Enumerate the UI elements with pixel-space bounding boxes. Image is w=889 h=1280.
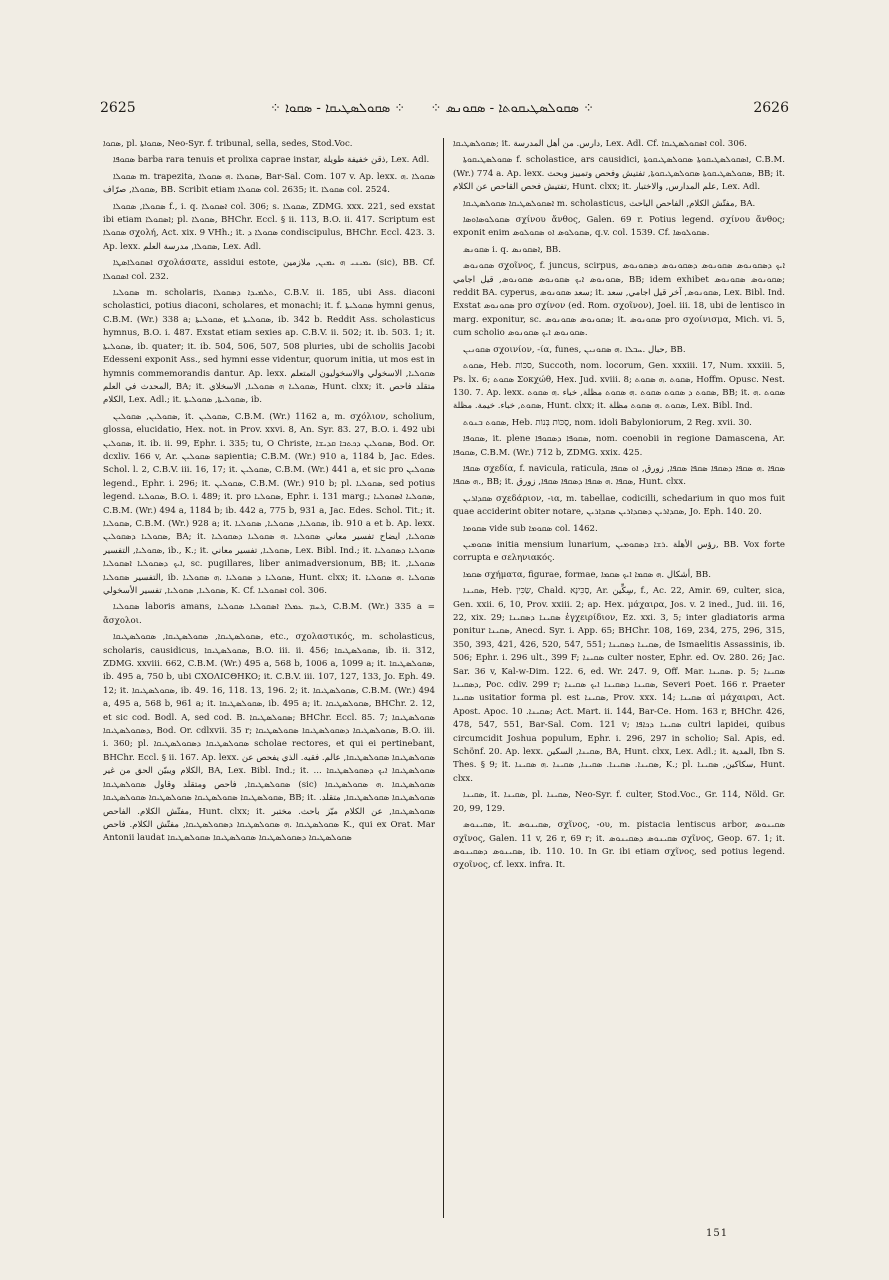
page-header bbox=[100, 100, 789, 122]
dictionary-entry: ܣܩܝܢܐ, it. ܣܩܝܢܐ, pl. ܣܩܝܢܐ, Neo-Syr. f. culter, Stod.Voc., Gr. 114, Nöld. Gr. 20, 99, 129. bbox=[453, 790, 785, 814]
dictionary-entry: ܣܩܘܢܝܢ σχοινίον, -ία, funes, حبال .ܚܒܠܐ .ܗ ܣܩܘܢܝܢ, BB. bbox=[463, 344, 686, 355]
right-running-title: ⁘ ܣܩܘܠܣܛܝܩܘܬܐ ‐ ܣܩܘܢܣ ⁘ bbox=[430, 101, 594, 116]
dictionary-entry: ܣܩܘܐ, pl. ܣܩܘܐܬܐ, Neo-Syr. f. tribunal, sella, sedes, Stod.Voc. bbox=[103, 139, 353, 149]
dictionary-entry: ܣܩܘܠܝܢ, ܣܩܘܠܝܢ, it. ܣܩܘܠܝܢ, C.B.M. (Wr.) 1162 a, m. σχόλιον, scholium, glossa, elucidatio, Hex. not. in Prov. xxvi. 8, An. Syr. 83. 27, B.O. i. 492 ubi ܣܩܘܠܝܢ, it. ib. ii. 99, Ephr. i. 335; tu, O Christe, ܣܩܘܠܝܢ ܕܟܬܒܐ ܩܕܝܫܐ, Bod. Or. dcxliv. 166 v, Ar. ܣܩܘܠܝܢ sapientia; C.B.M. (Wr.) 910 a, 1184 b, Jac. Edes. Schol. l. 2, C.B.V. iii. 16, 17; it. ܣܩܘܠܝܢ, C.B.M. (Wr.) 441 a, et sic pro ܣܩܘܠܝܢ legend., Ephr. i. 296; it. ܣܩܘܠܝܢ, C.B.M. (Wr.) 910 b; pl. ܣܩܘܠܝܐ, sed potius legend. ܣܩܘܠܝܐ, B.O. i. 489; it. pro ܣܩܘܠܝܐ, Ephr. i. 131 marg.; ܣܩܘܠܝܐ ܐܣܩܘܠܝܐ, C.B.M. (Wr.) 494 a, 1184 b; ib. 442 a, 775 b, 931 a, Jac. Edes. Schol. Tit.; it. ܣܩܘܠܝܐ, C.B.M. (Wr.) 928 a; it. ܣܩܘܠܝܐ, ܣܩܘܠܝܐ, ܣܩܘܠܝܐ, ib. 910 a et b. Ap. lexx. ܣܩܘܠܝܐ ܕܣܩܘܠܝܢ, BA; it. ܣܩܘܠܝܐ, ايضاح تفسير معاني ܣܩܘܠܝܐ .ܗ ܣܩܘܠܝܐ ܕܣܩܘܠܝܐ ܣܩܘܠܝܐ, التفسير, ib., K.; it. ܣܩܘܠܝܐ, تفسير معاني, Lex. Bibl. Ind.; it. ܣܩܘܠܝܐ ܕܣܩܘܠܝܐ ܐܝܟ ܕܣܩܘܠܝܐ ܐܣܩܘܠܝܐ, sc. pugillares, liber animadversionum, BB; it. ܣܩܘܠܝܐ, التفسير ܣܩܘܠܝܐ, ib. ܣܩܘܠܝܐ ܕ ܣܩܘܠܝܐ .ܗ ܣܩܘܠܝܐ, Hunt. clxx; it. ܣܩܘܠܝܐ .ܗ ܣܩܘܠܝܐ ܣܩܘܠܝܐ, ܣܩܘܠܝܐ, تفسير الأسخولي, K. Cf. ܐܣܩܘܠܝܐ col. 306. bbox=[103, 411, 435, 596]
dictionary-entry: ܣܩܝܢܘܣ, it. ܣܩܝܢܘܣ, σχῖνος, -ου, m. pistacia lentiscus arbor, ܣܩܝܢܘܣ σχῖνος, Galen. 11 v, 26 r, 69 r; it. ܣܩܝܢܘܣ ܕܣܩܝܢܘܣ σχῖνος, Geop. 67. 1; it. ܣܩܝܢܘܣ ܕܣܩܝܢܘܣ, ib. 110. 10. In Gr. ibi etiam σχῖνος, sed potius legend. σχοῖνος, cf. lexx. infra. It. bbox=[453, 820, 785, 871]
dictionary-entry: ܣܩܘܠܐ m. trapezita, ܣܩܘܠܐ .ܗ ܣܩܘܠܐ, Bar-Sal. Com. 107 v. Ap. lexx. ܣܩܘܠܐ .ܗ ܣܩܘܠܐ, صرّاف, BB. Scribit etiam ܣܩܘܠܐ col. 2635; it. ܣܩܘܠܐ col. 2524. bbox=[103, 171, 435, 196]
right-column bbox=[453, 138, 785, 1228]
dictionary-entry: ܐܣܩܘܠܣܛܝܩܐ ܣܩܘܠܣܛܝܩܐ m. scholasticus, مفتّش الكلام, الفاحص الباحث, BA. bbox=[463, 198, 756, 209]
left-page-number: 2625 bbox=[100, 100, 136, 116]
dictionary-entry: ܣܩܡܐ σχήματα, figurae, formae, أشكال .ܗ ܣܩܡܐ ܐܝܟ ܣܩܡܐ, BB. bbox=[463, 569, 711, 580]
dictionary-entry: ܣܩܘܠܣܛܝܩܘܬܐ f. scholastice, ars causidici, ܐܣܩܘܠܣܛܝܩܘܬܐ ܣܩܘܠܣܛܝܩܘܬܐ, C.B.M. (Wr.) 774 a. Ap. lexx. ܣܩܘܠܣܛܝܩܘܬܐ ܣܩܘܠܣܛܝܩܘܬܐ, تفتيش وفحص وتمييز وبحث, BB; it. تفتيش فحص القاحص عن الكلام, Hunt. clxx; it. علم المدارس, والاختبار, Lex. Adl. bbox=[453, 155, 785, 193]
dictionary-entry: ܣܩܘܢܘܣ σχοῖνος, f. juncus, scirpus, ܐܝܟ ܕܣܩܘܢܘܣ ܣܩܘܢܘܣ ܕܣܩܘܢܘܣ ܕܣܩܘܢܘܣ ܣܩܘܢܘܣ ܐܝܟ ܣܩܘܢܘܣ ܣܩܘܢܘܣ, قيل اجامي, BB; idem exhibet ܣܩܘܢܘܣ ܣܩܘܢܘܣ; reddit BA. cyperus, سعد ܣܩܘܢܘܣ; it. ܣܩܘܢܘܣ, آخر قيل اجامي, سعد, Lex. Bibl. Ind. Exstat ܣܩܘܢܘܣ pro σχίνον (ed. Rom. σχοῖνον), Joel. iii. 18, ubi de lentisco in marg. exponitur, sc. ܣܩܘܢܘܣ ܣܩܘܢܘܣ; it. ܣܩܘܢܘܣ pro σχοίνισμα, Mich. vi. 5, cum scholio ܣܩܘܢܘܣ ܐܝܟ ܣܩܘܢܘܣ. bbox=[453, 261, 785, 339]
right-page-number: 2626 bbox=[753, 100, 789, 116]
dictionary-entry: ܣܩܘܡܐ vide sub ܣܩܘܡܐ col. 1462. bbox=[463, 523, 598, 534]
left-column bbox=[103, 138, 435, 1228]
dictionary-entry: ܣܩܝܢܐ, Heb. שַׂכִּין, Chald. סַכִּינָא, Ar. سِكِّين, f., Ac. 22, Amir. 69, culter, sica, Gen. xxii. 6, 10, Prov. xxiii. 2; ap. Hex. μάχαιρα, Jos. v. 2 ined., Jud. iii. 16, 22, xix. 29; ܣܩܝܢܐ ܕܣܩܝܢܐ ἐγχειρίδιον, Ez. xxi. 3, 5; inter gladiatoris arma ponitur ܣܩܝܢܐ, Anecd. Syr. i. App. 65; BHChr. 108, 169, 234, 275, 296, 315, 350, 393, 421, 426, 520, 547, 551; ܣܩܝܢܐ ܕܣܩܝܢܐ, de Ismaelitis Assassinis, ib. 506; Ephr. i. 296 ult., 399 F; ܣܩܝܢܐ culter noster, Ephr. ed. Ov. 280. 26; Jac. Sar. 36 v, Kal-w-Dim. 122. 6, ed. Wr. 247. 9, Off. Mar. ܣܩܝܢܐ. p. 5; ܣܩܝܢܐ ܕܣܩܝܢܐ, Poc. cdiv. 299 r; ܣܩܝܢܐ ܕܣܩܝܢܐ ܐܝܟ ܣܩܝܢܐ, Severi Poet. 166 r. Praeter ܣܩܝܢܐ usitatior forma pl. est ܣܩܝܢܐ, Prov. xxx. 14; ܣܩܝܢܐ αἱ μάχαιραι, Act. Apost. Apoc. ܣܩܝܢܐ. 10; Act. Mart. ii. 144, Bar-Ce. Hom. 163 r, BHChr. 426, 478, 547, 551, Bar-Sal. Com. 121 v; ܣܩܝܢܐ ܕܟܐܦܐ cultri lapidei, quibus circumcidit Joshua populum, Ephr. i. 296, 297 in scholio; Sal. Apis, ed. Schönf. 20. Ap. lexx. ܣܩܝܢܐ, السكين, BA, Hunt. clxx, Lex. Adl.; it. المدية, Ibn S. Thes. § 9; it. ܣܩܝܢܐ. ܣܩܝܢܐ. ܣܩܝܢܐ, ܣܩܝܢܐ .ܗ ܣܩܝܢܐ, K.; pl. سكاكين, ܣܩܝܢܐ, Hunt. clxx. bbox=[453, 586, 785, 784]
dictionary-entry: ܣܩܘܦܐ barba rara tenuis et prolixa caprae instar, ذقن خفيفة طويلة, Lex. Adl. bbox=[113, 155, 430, 166]
dictionary-entry: ܣܩܘܠܣܛܝܩܐ, ܣܩܘܠܣܛܝܩܐ, ܣܩܘܠܣܛܝܩܐ, etc., σχολαστικός, m. scholasticus, scholaris, causidicus, ܣܩܘܠܣܛܝܩܐ, B.O. iii. ii. 456; ܣܩܘܠܣܛܝܩܐ, ib. ii. 312, ZDMG. xxviii. 662, C.B.M. (Wr.) 495 a, 568 b, 1006 a, 1099 a; it. ܣܩܘܠܣܛܝܩܐ, ib. 495 a, 750 b, ubi CXOΛICΘHKO; it. C.B.V. iii. 107, 127, 133, Jo. Eph. 49. 12; it. ܣܩܘܠܣܛܝܩܐ, ib. 49. 16, 118. 13, 196. 2; it. ܣܩܘܠܣܛܝܩܐ, C.B.M. (Wr.) 494 a, 495 a, 568 b, 961 a; it. ܣܩܘܠܣܛܝܩܐ, ib. 495 a; it. ܣܩܘܠܣܛܝܩܐ, BHChr. 2. 12, et sic cod. Bodl. A, sed cod. B. ܣܩܘܠܣܛܝܩܐ; BHChr. Eccl. 85. 7; ܣܩܘܠܣܛܝܩܐ ܕܣܩܘܠܣܛܝܩܐ, Bod. Or. cdlxvii. 35 r; ܣܩܘܠܣܛܝܩܐ ܕܣܩܘܠܣܛܝܩܐ ܣܩܘܠܣܛܝܩܐ, B.O. iii. i. 360; pl. ܣܩܘܠܣܛܝܩܐ ܕܣܩܘܠܣܛܝܩܐ scholae rectores, et qui ei pertinebant, BHChr. Eccl. § ii. 167. Ap. lexx. ܣܩܘܠܣܛܝܩܐ ܣܩܘܠܣܛܝܩܐ, عالم. فقيه. الذي يفحص عن الكلام ويبيّن الحق من غير, BA, Lex. Bibl. Ind.; it. ... ܣܩܘܠܣܛܝܩܐ ܐܝܟ ܕܣܩܘܠܣܛܝܩܐ ܣܩܘܠܣܛܝܩܐ, فاحص ومتقلد وقاول ܣܩܘܠܣܛܝܩܐ (sic) ܣܩܘܠܣܛܝܩܐ .ܗ ܣܩܘܠܣܛܝܩܐ ܣܩܘܠܣܛܝܩܐ ܣܩܘܠܣܛܝܩܐ ܣܩܘܠܣܛܝܩܐ ܣܩܘܠܣܛܝܩܐ, BB; it. ܣܩܘܠܣܛܝܩܐ ܣܩܘܠܣܛܝܩܐ, متقلد. مفتّش الكلام. الفاحص, Hunt. clxx; it. ܣܩܘܠܣܛܝܩܐ, عن الكلام ميّز باحث. مختبر ܣܩܘܠܣܛܝܩܐ .ܗ ܣܩܘܠܣܛܝܩܐ ܕܣܩܘܠܣܛܝܩܐ, مفتّش الكلام. فاحص K., qui ex Orat. Mar Antonii laudat ܣܩܘܠܣܛܝܩܐ ܕܣܩܘܠܣܛܝܩܐ ܣܩܘܠܣܛܝܩܐ ܣܩܘܠܣܛܝܩܐ bbox=[103, 632, 435, 844]
dictionary-entry: ܣܩܕܐܪܝܢ σχεδάριον, -ια, m. tabellae, codicilli, schedarium in quo mos fuit quae acciderint obiter notare, ܣܩܕܐܪܝܢ ܕܣܩܕܐܪܝܢ ܣܩܕܐܪܝܢ, Jo. Eph. 140. 20. bbox=[453, 493, 785, 518]
dictionary-entry: ܣܩܘܠܝܐ m. scholaris, ܬܠܡܝܕܐ ܕܣܩܘܠܐ, C.B.V. ii. 185, ubi Ass. diaconi scholastici, potius diaconi, scholares, et monachi; it. f. ܣܩܘܠܝܬܐ hymni genus, C.B.M. (Wr.) 338 a; ܣܩܘܠܝܬܐ, et ܣܩܘܠܝܬܐ, ib. 342 b. Reddit Ass. scholasticus hymnus, B.O. i. 487. Exstat etiam sexies ap. C.B.V. ii. 502; it. ib. 503. 1; it. ܣܩܘܠܝܬܐ, ib. quater; it. ib. 504, 506, 507, 508 pluries, ubi de scholiis Jacobi Edesseni exponit Ass., sed hymni esse videntur, quorum initia, ut mos est in hymnis commemorandis dantur. Ap. lexx. ܣܩܘܠܝܐ, الاسخولي والاسخوليون المتعلم المحدث في العلم, BA; it. ܣܩܘܠܝܐ ܗ ܣܩܘܠܝܐ, الاسخلاي, Hunt. clxx; it. متقلد فاحص الكلام, Lex. Adl.; it. ܣܩܘܠܝܬܐ, ܣܩܘܠܝܬܐ, ib. bbox=[103, 288, 435, 406]
dictionary-entry: ܣܩܘܠܘܣܐܘܣܐ σχίνου ἄνθος, Galen. 69 r. Potius legend. σχίνου ἄνθος; exponit enim ܣܩܘܠܘܣ ܐܘ ܣܩܘܠܘܣ, q.v. col. 1539. Cf. ܣܩܘܠܘܣܐ. bbox=[453, 215, 785, 239]
dictionary-entry: ܣܩܘܦܐ, it. plene ܣܩܘܦܐ ܕܣܩܘܦܐ, nom. coenobii in regione Damascena, Ar. ܣܩܘܦܐ, C.B.M. (Wr.) 712 b, ZDMG. xxix. 425. bbox=[453, 434, 785, 458]
dictionary-entry: ܣܩܘܡܝܢ initia mensium lunarium, رؤس الأهلة .ܪܫܐ ܕܣܩܘܡܝܢ, BB. Vox forte corrupta e σεληνιακός. bbox=[453, 539, 785, 564]
dictionary-entry: ܣܩܘܬ, Heb. סכּוֹת, Succoth, nom. locorum, Gen. xxxiii. 17, Num. xxxiii. 5, Ps. lx. 6; ܣܩܘܬ Σοκχώθ, Hex. Jud. xviii. 8; ܣܩܘܬ .ܗ ܣܩܘܬ, Hoffm. Opusc. Nest. 130. 7. Ap. lexx. ܣܩܘܬ ܕ ܣܩܘܬ ܣܩܘܬ .ܗ ܣܩܘܬ مظلة, خباء .ܗ ܣܩܘܬ, BB; it. ܣܩܘܬ .ܗ ܣܩܘܬ, خباء. خيمة. مظلة, Hunt. clxx; it. ܣܩܘܬ .ܗ ܣܩܘܬ مظلة, Lex. Bibl. Ind. bbox=[453, 361, 785, 412]
dictionary-entry: ܣܩܘܠܐ, ܣܩܘܠܐ f., i. q. ܐܣܩܘܠܐ col. 306; s. ܣܩܘܠܐ, ZDMG. xxx. 221, sed exstat ibi etiam ܐܣܩܘܠܐ; pl. ܣܩܘܠܐ, BHChr. Eccl. § ii. 113, B.O. ii. 417. Scriptum est ܣܩܘܠܐ σχολή, Act. xix. 9 VHh.; it. ܣܩܘܠܐ ܕ condiscipulus, BHChr. Eccl. 423. 3. Ap. lexx. ܣܩܘܠܐ, مدرسة العلم, Lex. Adl. bbox=[103, 201, 435, 252]
dictionary-entry: ܣܩܘܠܝܐ laboris amans, ܪܚܡ ܥܡܠܐ ܐܣܩܘܠܝܐ ܣܩܘܠܝܐ, C.B.M. (Wr.) 335 a = ἄσχολοι. bbox=[103, 602, 435, 626]
dictionary-entry: ܣܩܦܐ σχεδία, f. navicula, raticula, ܣܩܦܐ .ܗ ܣܩܦܐ ܕܣܩܦܐ ܣܩܦܐ ܣܩܦܐ, زورق, ܐܘ ܣܩܦܐ .ܗ ܣܩܦܐ, BB; it. ܣܩܦܐ .ܗ ܣܩܦܐ ܕܣܩܦܐ ܣܩܦܐ, زورق, Hunt. clxx. bbox=[453, 463, 785, 488]
left-running-title: ⁘ ܣܩܘܠܣܛܝܩܐ ‐ ܣܩܘܐ ⁘ bbox=[270, 101, 406, 116]
dictionary-entry: ܐܣܩܘܠܐܣܛܐ σχολάσατε, assidui estote, ܝܡܝܢܝ ܗ ܝܡܝܢ, ملازمين (sic), BB. Cf. ܐܣܩܘܠܐ col. 232. bbox=[103, 258, 435, 282]
column-divider bbox=[443, 138, 444, 1218]
signature-mark: 151 bbox=[706, 1228, 729, 1239]
dictionary-entry: ܣܩܘܠܣܛܝܩܐ; it. دارس. من أهل المدرسة, Lex. Adl. Cf. ܐܣܩܘܠܣܛܝܩܐ col. 306. bbox=[453, 139, 748, 149]
dictionary-entry: ܣܩܘܬ ܒܢܘܬ, Heb. סֻכּוֹת בְּנוֹת, nom. idoli Babyloniorum, 2 Reg. xvii. 30. bbox=[463, 417, 752, 428]
dictionary-entry: ܣܩܘܢܣ i. q. ܐܣܩܘܢܣ, BB. bbox=[463, 244, 561, 255]
